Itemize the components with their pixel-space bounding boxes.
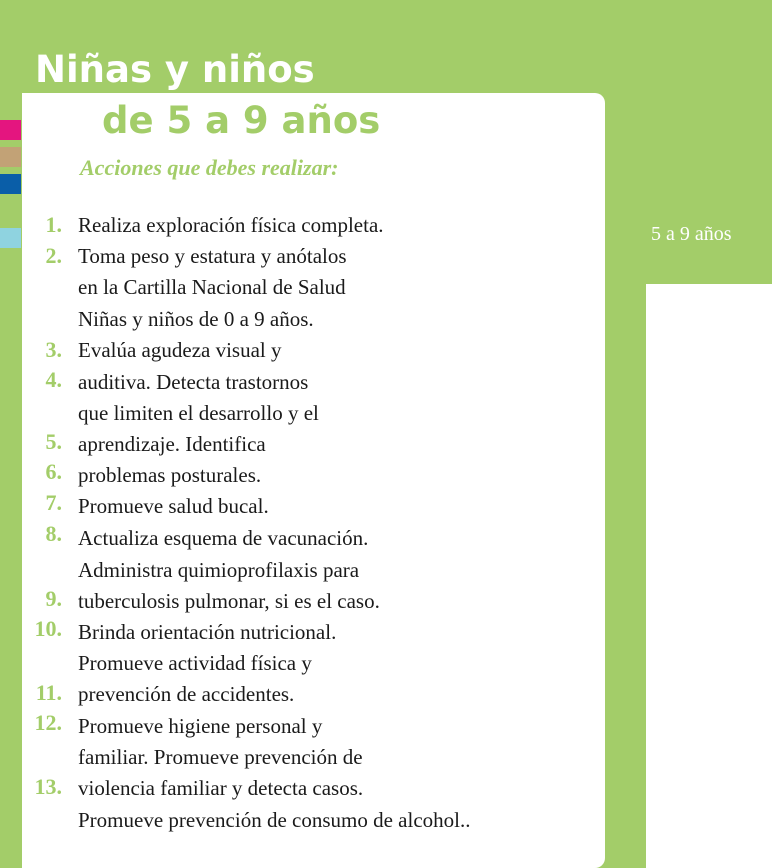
- section-subtitle: Acciones que debes realizar:: [80, 155, 339, 180]
- item-number: 2.: [45, 243, 62, 268]
- text-line: tuberculosis pulmonar, si es el caso.: [78, 589, 380, 613]
- color-swatch-green: [0, 201, 21, 221]
- text-line: Administra quimioprofilaxis para: [78, 558, 360, 582]
- text-line: Toma peso y estatura y anótalos: [78, 244, 347, 268]
- text-line: que limiten el desarrollo y el: [78, 401, 319, 425]
- text-line: Promueve salud bucal.: [78, 494, 269, 518]
- item-number: 13.: [34, 774, 62, 799]
- color-swatch-tan: [0, 147, 21, 167]
- item-number: 1.: [45, 212, 62, 237]
- text-line: en la Cartilla Nacional de Salud: [78, 275, 346, 299]
- text-line: Niñas y niños de 0 a 9 años.: [78, 307, 314, 331]
- text-line: familiar. Promueve prevención de: [78, 745, 363, 769]
- item-number: 3.: [45, 337, 62, 362]
- item-number: 12.: [34, 710, 62, 735]
- text-line: prevención de accidentes.: [78, 682, 295, 706]
- item-number: 10.: [34, 616, 62, 641]
- text-line: violencia familiar y detecta casos.: [78, 776, 364, 800]
- text-line: Actualiza esquema de vacunación.: [78, 526, 369, 550]
- page-title-line-1: Niñas y niños: [35, 48, 315, 91]
- text-line: Realiza exploración física completa.: [78, 213, 384, 237]
- text-line: Promueve prevención de consumo de alcohol..: [78, 808, 471, 832]
- item-number: 9.: [45, 586, 62, 611]
- text-line: Evalúa agudeza visual y: [78, 338, 282, 362]
- tab-cutout: [646, 284, 772, 868]
- item-number: 11.: [35, 680, 62, 705]
- color-swatch-blue: [0, 174, 21, 194]
- color-swatch-magenta: [0, 120, 21, 140]
- item-number: 4.: [45, 367, 62, 392]
- item-number: 6.: [45, 459, 62, 484]
- age-tab-label: 5 a 9 años: [651, 223, 732, 245]
- text-line: Promueve actividad física y: [78, 651, 312, 675]
- text-line: Brinda orientación nutricional.: [78, 620, 337, 644]
- text-line: aprendizaje. Identifica: [78, 432, 266, 456]
- page-title-line-2: de 5 a 9 años: [102, 99, 381, 142]
- item-number: 7.: [45, 490, 62, 515]
- item-number: 8.: [45, 521, 62, 546]
- text-line: auditiva. Detecta trastornos: [78, 370, 309, 394]
- item-number: 5.: [45, 429, 62, 454]
- text-line: Promueve higiene personal y: [78, 714, 323, 738]
- text-line: problemas posturales.: [78, 463, 262, 487]
- color-swatch-light-blue: [0, 228, 21, 248]
